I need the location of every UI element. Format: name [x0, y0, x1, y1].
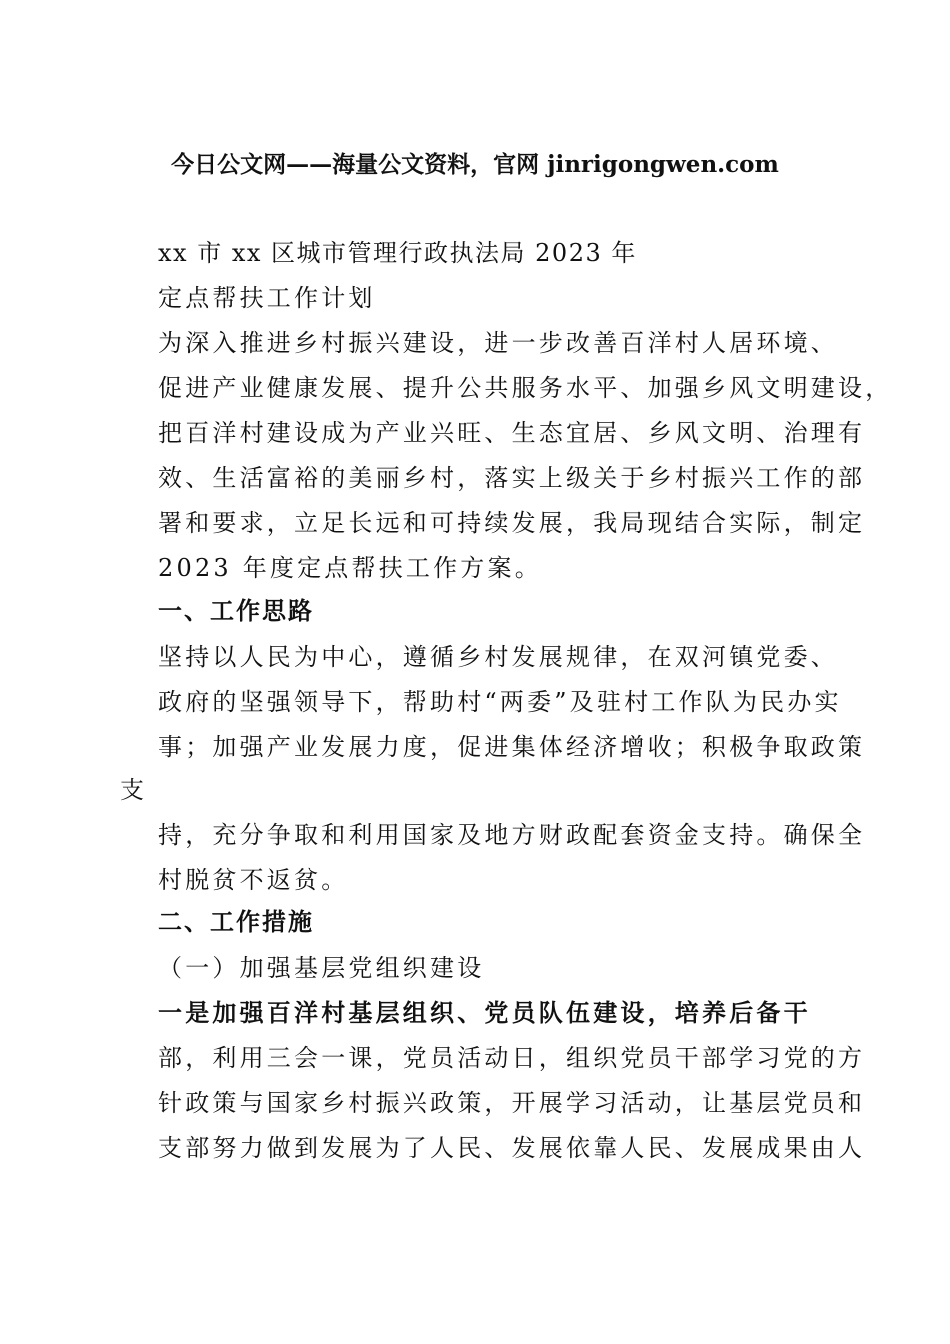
subsection-1-line: 部，利用三会一课，党员活动日，组织党员干部学习党的方 — [158, 1044, 866, 1072]
section-1-heading: 一、工作思路 — [158, 597, 314, 625]
subsection-1-heading: （一）加强基层党组织建设 — [158, 954, 485, 982]
section-1-line: 村脱贫不返贫。 — [158, 866, 349, 894]
site-banner: 今日公文网——海量公文资料，官网 jinrigongwen.com — [171, 151, 779, 178]
intro-line: 署和要求，立足长远和可持续发展，我局现结合实际，制定 — [158, 509, 866, 537]
subsection-1-line: 针政策与国家乡村振兴政策，开展学习活动，让基层党员和 — [158, 1089, 866, 1117]
document-title-line-1: xx 市 xx 区城市管理行政执法局 2023 年 — [158, 239, 637, 267]
intro-line: 效、生活富裕的美丽乡村，落实上级关于乡村振兴工作的部 — [158, 464, 866, 492]
section-1-line: 支 — [120, 776, 148, 804]
intro-line: 2023 年度定点帮扶工作方案。 — [158, 554, 542, 582]
intro-line: 促进产业健康发展、提升公共服务水平、加强乡风文明建设， — [158, 374, 893, 402]
intro-line: 为深入推进乡村振兴建设，进一步改善百洋村人居环境、 — [158, 329, 838, 357]
section-1-line: 持，充分争取和利用国家及地方财政配套资金支持。确保全 — [158, 821, 866, 849]
document-title-line-2: 定点帮扶工作计划 — [158, 284, 376, 312]
section-1-line: 政府的坚强领导下，帮助村“两委”及驻村工作队为民办实 — [158, 688, 842, 716]
section-1-line: 坚持以人民为中心，遵循乡村发展规律，在双河镇党委、 — [158, 643, 838, 671]
section-1-line: 事；加强产业发展力度，促进集体经济增收；积极争取政策 — [158, 733, 866, 761]
subsection-1-line: 支部努力做到发展为了人民、发展依靠人民、发展成果由人 — [158, 1134, 866, 1162]
intro-line: 把百洋村建设成为产业兴旺、生态宜居、乡风文明、治理有 — [158, 419, 866, 447]
section-2-heading: 二、工作措施 — [158, 908, 314, 936]
subsection-1-line: 一是加强百洋村基层组织、党员队伍建设，培养后备干 — [158, 998, 811, 1027]
